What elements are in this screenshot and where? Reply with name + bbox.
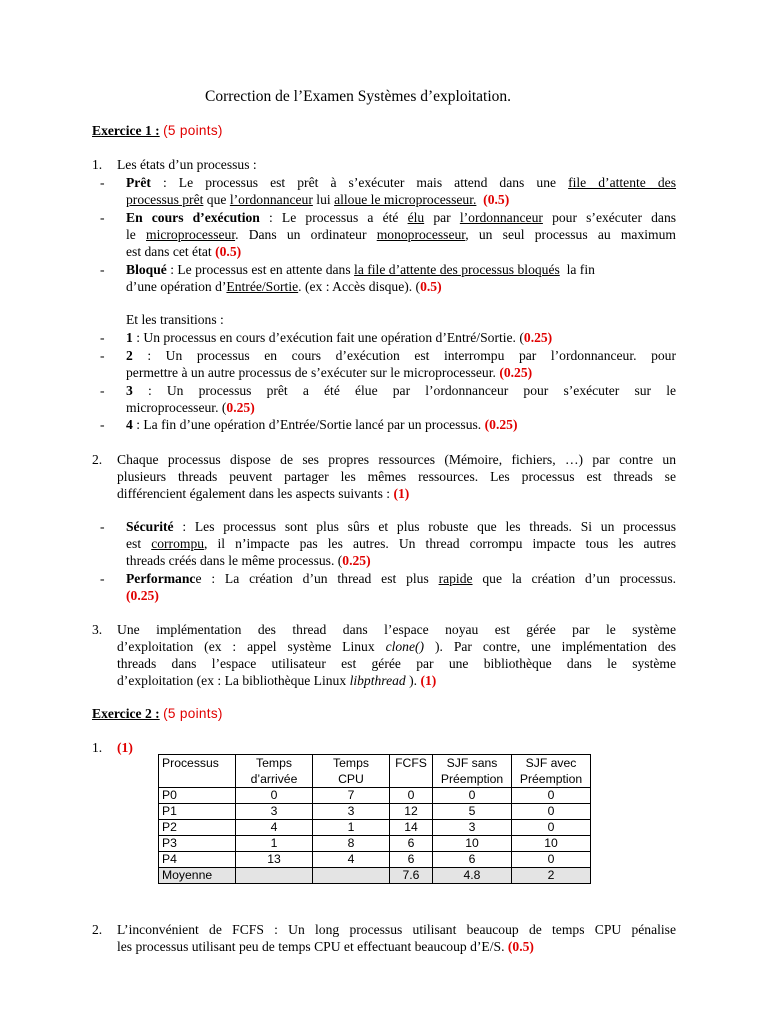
- bloque-text-1: : Le processus est en attente dans: [170, 262, 351, 277]
- q3-text-2a: d’exploitation (ex : appel système Linux: [117, 639, 375, 654]
- encours-score: (0.5): [215, 244, 242, 259]
- q3-italic-2: libpthread: [349, 673, 406, 688]
- bullet-dash: -: [100, 262, 105, 277]
- table-cell: 3: [236, 804, 313, 820]
- bloque-text-4: . (ex : Accès disque). (: [298, 279, 421, 294]
- table-cell: 6: [390, 852, 433, 868]
- performance-term-rest: e: [195, 571, 202, 586]
- q1-number: 1.: [92, 157, 103, 172]
- transition-4: [126, 417, 517, 433]
- ex2-q2-number: 2.: [92, 922, 103, 937]
- transition-1-score: 0.25): [523, 330, 553, 345]
- bloque-underline-2: Entrée/Sortie: [226, 279, 299, 294]
- performance-text-2: que la création d’un processus.: [482, 571, 677, 586]
- transition-3-line-2: [126, 400, 255, 416]
- transition-1: [126, 330, 552, 346]
- table-cell: 0: [433, 788, 512, 804]
- header-text: Préemption: [440, 772, 504, 786]
- q2-line-3: [117, 486, 409, 502]
- bullet-dash: -: [100, 519, 105, 534]
- table-cell: 2: [512, 868, 591, 884]
- table-cell: 12: [390, 804, 433, 820]
- performance-underline: rapide: [438, 571, 473, 586]
- pret-underline-4: alloue le microprocesseur.: [334, 192, 477, 207]
- pret-line-2: [126, 192, 509, 208]
- bloque-text-3: d’une opération d’: [126, 279, 227, 294]
- transition-3-text-2: microprocesseur. (: [126, 400, 227, 415]
- q3-italic-1: clone(): [385, 639, 425, 654]
- securite-score: 0.25): [342, 553, 371, 568]
- table-row: [159, 804, 591, 820]
- table-cell: 0: [236, 788, 313, 804]
- pret-line-1: [126, 175, 676, 191]
- table-cell: 3: [433, 820, 512, 836]
- bullet-dash: -: [100, 417, 105, 432]
- header-text: d’arrivée: [250, 772, 298, 786]
- table-cell: 4.8: [433, 868, 512, 884]
- ex2-q1-number: 1.: [92, 740, 103, 755]
- securite-text-2: est: [126, 536, 142, 551]
- table-cell: [313, 868, 390, 884]
- table-cell: 3: [313, 804, 390, 820]
- bloque-term: Bloqué: [126, 262, 167, 277]
- table-row: [159, 836, 591, 852]
- bullet-dash: -: [100, 210, 105, 225]
- encours-underline-4: monoprocesseur: [376, 227, 466, 242]
- q2-number: 2.: [92, 452, 103, 467]
- table-cell: [236, 868, 313, 884]
- encours-underline-3: microprocesseur: [146, 227, 236, 242]
- table-cell: P2: [159, 820, 236, 836]
- bloque-text-2: la fin: [566, 262, 595, 277]
- transition-2-num: 2: [126, 348, 133, 363]
- ex2-q2-score: (0.5): [507, 939, 534, 954]
- page-title: Correction de l’Examen Systèmes d’exploitation.: [205, 88, 512, 105]
- securite-text-1: : Les processus sont plus sûrs et plus robuste que les threads. Si un processus: [182, 519, 677, 534]
- table-cell: 4: [236, 820, 313, 836]
- header-text: SJF avec: [525, 756, 577, 770]
- q2-line-2: plusieurs threads peuvent partager les mêmes ressources. Les processus est threads se: [117, 469, 676, 484]
- header-temps-cpu: [313, 755, 390, 788]
- pret-text-2: que: [206, 192, 227, 207]
- q3-line-2: [117, 639, 676, 655]
- q2-score: (1): [393, 486, 410, 501]
- table-cell: P1: [159, 804, 236, 820]
- bullet-dash: -: [100, 175, 105, 190]
- table-row: [159, 788, 591, 804]
- performance-score: (0.25): [126, 588, 159, 603]
- table-row-average: [159, 868, 591, 884]
- securite-line-3: [126, 553, 371, 569]
- transition-3-num: 3: [126, 383, 133, 398]
- header-text: Temps: [333, 756, 369, 770]
- securite-underline: corrompu: [151, 536, 205, 551]
- bullet-dash: -: [100, 348, 105, 363]
- q3-text-4b: ).: [409, 673, 418, 688]
- bloque-line-1: [126, 262, 595, 278]
- securite-term: Sécurité: [126, 519, 174, 534]
- table-cell: 0: [512, 852, 591, 868]
- encours-line-1: [126, 210, 676, 226]
- bloque-underline-1: la file d’attente des processus bloqués: [354, 262, 560, 277]
- transition-3-score: 0.25): [226, 400, 255, 415]
- exercise-2-heading: [92, 706, 223, 722]
- exercise-1-label: Exercice 1 :: [92, 123, 160, 138]
- transition-2-score: (0.25): [499, 365, 533, 380]
- header-fcfs: [390, 755, 433, 788]
- encours-underline-2: l’ordonnanceur: [459, 210, 543, 225]
- encours-text-5: . Dans un ordinateur: [235, 227, 367, 242]
- pret-score: (0.5): [483, 192, 510, 207]
- header-text: Temps: [256, 756, 292, 770]
- bloque-score: 0.5): [420, 279, 442, 294]
- q2-text-3: différencient également dans les aspects suivants :: [117, 486, 391, 501]
- table-cell: 1: [236, 836, 313, 852]
- header-text: CPU: [338, 772, 364, 786]
- performance-line-1: [126, 571, 676, 587]
- encours-text-7: est dans cet état: [126, 244, 212, 259]
- table-cell: 10: [512, 836, 591, 852]
- header-sjf-avec: [512, 755, 591, 788]
- header-text: Préemption: [519, 772, 583, 786]
- ex2-q1-score-text: (1): [117, 740, 133, 755]
- transition-3-text-1: : Un processus prêt a été élue par l’ordonnanceur pour s’exécuter sur le: [147, 383, 676, 398]
- table-cell: Moyenne: [159, 868, 236, 884]
- q2-line-1: Chaque processus dispose de ses propres ressources (Mémoire, fichiers, …) par contre un: [117, 452, 676, 467]
- table-cell: 8: [313, 836, 390, 852]
- bullet-dash: -: [100, 330, 105, 345]
- ex2-q1-score: [117, 740, 133, 756]
- pret-term: Prêt: [126, 175, 151, 190]
- transition-4-score: (0.25): [484, 417, 518, 432]
- performance-text-1: : La création d’un thread est plus: [211, 571, 429, 586]
- transition-3-line-1: [126, 383, 676, 399]
- q1-intro: Les états d’un processus :: [117, 157, 257, 172]
- q3-number: 3.: [92, 622, 103, 637]
- table-cell: 5: [433, 804, 512, 820]
- encours-text-4: le: [126, 227, 136, 242]
- table-cell: 4: [313, 852, 390, 868]
- encours-text-3: pour s’exécuter dans: [552, 210, 677, 225]
- bloque-line-2: [126, 279, 442, 295]
- table-row: [159, 852, 591, 868]
- table-cell: 0: [390, 788, 433, 804]
- table-cell: 6: [433, 852, 512, 868]
- performance-term: Performanc: [126, 571, 196, 586]
- transition-1-text: : Un processus en cours d’exécution fait une opération d’Entré/Sortie. (: [136, 330, 524, 345]
- transition-4-text: : La fin d’une opération d’Entrée/Sortie lancé par un processus.: [136, 417, 482, 432]
- transition-2-text-1: : Un processus en cours d’exécution est interrompu par l’ordonnanceur. pour: [147, 348, 676, 363]
- securite-line-1: [126, 519, 676, 535]
- pret-text-3: lui: [316, 192, 331, 207]
- securite-line-2: [126, 536, 676, 552]
- exercise-2-points: (5 points): [163, 706, 223, 721]
- q3-text-2b: ). Par contre, une implémentation des: [435, 639, 677, 654]
- table-header-row: [159, 755, 591, 788]
- header-sjf-sans: [433, 755, 512, 788]
- table-cell: 1: [313, 820, 390, 836]
- pret-underline-2: processus prêt: [126, 192, 204, 207]
- table-cell: 7.6: [390, 868, 433, 884]
- pret-text-1: : Le processus est prêt à s’exécuter mais attend dans une: [162, 175, 557, 190]
- table-cell: P0: [159, 788, 236, 804]
- bullet-dash: -: [100, 383, 105, 398]
- header-text: FCFS: [395, 756, 427, 770]
- table-cell: 14: [390, 820, 433, 836]
- pret-underline-3: l’ordonnanceur: [229, 192, 313, 207]
- encours-text-2: par: [433, 210, 451, 225]
- transition-2-line-2: [126, 365, 532, 381]
- securite-text-4: threads créés dans le même processus. (: [126, 553, 343, 568]
- encours-text-1: : Le processus a été: [269, 210, 399, 225]
- pret-underline-1: file d’attente des: [568, 175, 676, 190]
- header-processus: [159, 755, 236, 788]
- performance-line-2: [126, 588, 159, 604]
- transitions-intro: Et les transitions :: [126, 312, 224, 327]
- header-text: Processus: [162, 756, 219, 770]
- encours-underline-1: élu: [407, 210, 425, 225]
- q3-text-4a: d’exploitation (ex : La bibliothèque Linux: [117, 673, 347, 688]
- table-cell: P3: [159, 836, 236, 852]
- q3-score: (1): [420, 673, 437, 688]
- table-cell: 13: [236, 852, 313, 868]
- ex2-q2-line-2: [117, 939, 534, 955]
- ex2-q2-text-2: les processus utilisant peu de temps CPU et effectuant beaucoup d’E/S.: [117, 939, 505, 954]
- q3-line-3: threads dans l’espace utilisateur est gérée par une bibliothèque dans le système: [117, 656, 676, 671]
- table-cell: 7: [313, 788, 390, 804]
- transition-1-num: 1: [126, 330, 133, 345]
- ex2-q2-line-1: L’inconvénient de FCFS : Un long processus utilisant beaucoup de temps CPU pénalise: [117, 922, 676, 937]
- table-cell: 0: [512, 820, 591, 836]
- transition-2-line-1: [126, 348, 676, 364]
- exercise-1-points: (5 points): [163, 123, 223, 138]
- bullet-dash: -: [100, 571, 105, 586]
- exercise-1-heading: [92, 123, 223, 139]
- encours-term: En cours d’exécution: [126, 210, 260, 225]
- transition-2-text-2: permettre à un autre processus de s’exécuter sur le microprocesseur.: [126, 365, 496, 380]
- encours-text-6: , un seul processus au maximum: [465, 227, 676, 242]
- header-temps-arrivee: [236, 755, 313, 788]
- exercise-2-label: Exercice 2 :: [92, 706, 160, 721]
- transition-4-num: 4: [126, 417, 133, 432]
- encours-line-2: [126, 227, 676, 243]
- securite-text-3: , il n’impacte pas les autres. Un thread corrompu impacte tous les autres: [204, 536, 676, 551]
- scheduling-table: [158, 754, 591, 884]
- table-cell: P4: [159, 852, 236, 868]
- header-text: SJF sans: [446, 756, 498, 770]
- table-cell: 6: [390, 836, 433, 852]
- table-cell: 10: [433, 836, 512, 852]
- table-cell: 0: [512, 804, 591, 820]
- q3-line-1: Une implémentation des thread dans l’espace noyau est gérée par le système: [117, 622, 676, 637]
- table-row: [159, 820, 591, 836]
- q3-line-4: [117, 673, 436, 689]
- encours-line-3: [126, 244, 241, 260]
- table-cell: 0: [512, 788, 591, 804]
